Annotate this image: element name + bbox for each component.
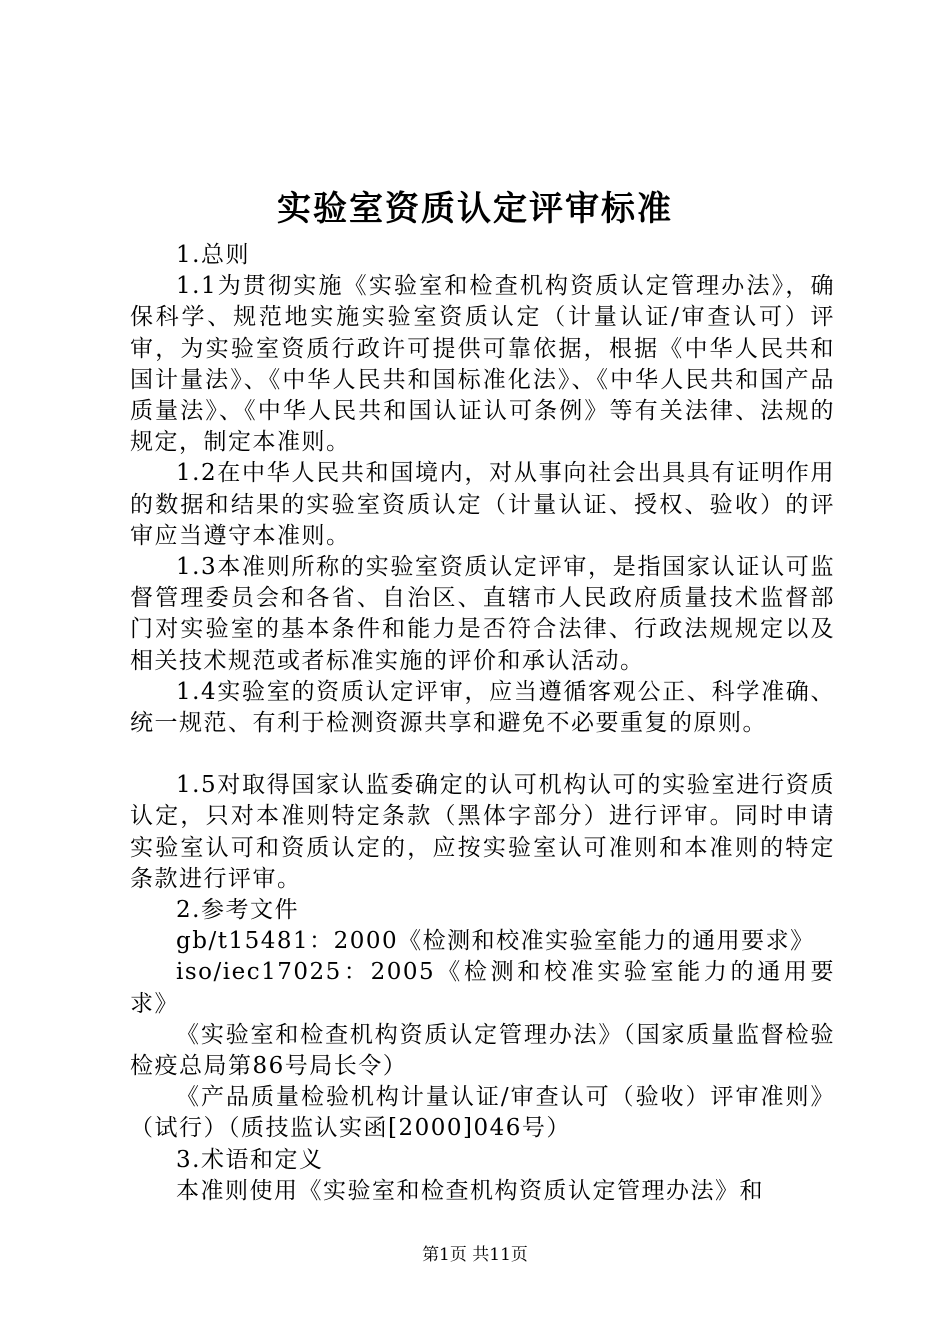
document-body — [130, 240, 835, 1207]
reference-management-measures: 《实验室和检查机构资质认定管理办法》（国家质量监督检验检疫总局第86号局长令） — [130, 1021, 835, 1080]
reference-gbt15481: gb/t15481：2000《检测和校准实验室能力的通用要求》 — [176, 928, 815, 955]
paragraph-3-intro: 本准则使用《实验室和检查机构资质认定管理办法》和 — [176, 1177, 764, 1204]
paragraph-section-1-heading: 1.总则 — [176, 242, 250, 268]
page-number-footer: 第1页 共11页 — [422, 1245, 528, 1265]
reference-iso17025: iso/iec17025：2005《检测和校准实验室能力的通用要求》 — [130, 959, 835, 1017]
paragraph-section-2-heading: 2.参考文件 — [176, 897, 299, 924]
document-title: 实验室资质认定评审标准 — [277, 189, 673, 229]
paragraph-section-3-heading: 3.术语和定义 — [176, 1146, 324, 1173]
paragraph-1-3: 1.3本准则所称的实验室资质认定评审，是指国家认证认可监督管理委员会和各省、自治区、直辖市人民政府质量技术监督部门对实验室的基本条件和能力是否符合法律、行政法规规定以及相关技术规范或者标准实施的评价和承认活动。 — [130, 554, 835, 674]
paragraph-1-2: 1.2在中华人民共和国境内，对从事向社会出具具有证明作用的数据和结果的实验室资质认定（计量认证、授权、验收）的评审应当遵守本准则。 — [130, 460, 835, 549]
paragraph-1-4: 1.4实验室的资质认定评审，应当遵循客观公正、科学准确、统一规范、有利于检测资源共享和避免不必要重复的原则。 — [130, 678, 835, 737]
paragraph-1-5: 1.5对取得国家认监委确定的认可机构认可的实验室进行资质认定，只对本准则特定条款（黑体字部分）进行评审。同时申请实验室认可和资质认定的，应按实验室认可准则和本准则的特定条款进行评审。 — [130, 772, 835, 892]
reference-evaluation-criteria: 《产品质量检验机构计量认证/审查认可（验收）评审准则》（试行）（质技监认实函[2000]046号） — [130, 1084, 835, 1142]
paragraph-1-1: 1.1为贯彻实施《实验室和检查机构资质认定管理办法》，确保科学、规范地实施实验室资质认定（计量认证/审查认可）评审，为实验室资质行政许可提供可靠依据，根据《中华人民共和国计量法》、《中华人民共和国标准化法》、《中华人民共和国产品质量法》、《中华人民共和国认证认可条例》等有关法律、法规的规定，制定本准则。 — [130, 273, 835, 456]
